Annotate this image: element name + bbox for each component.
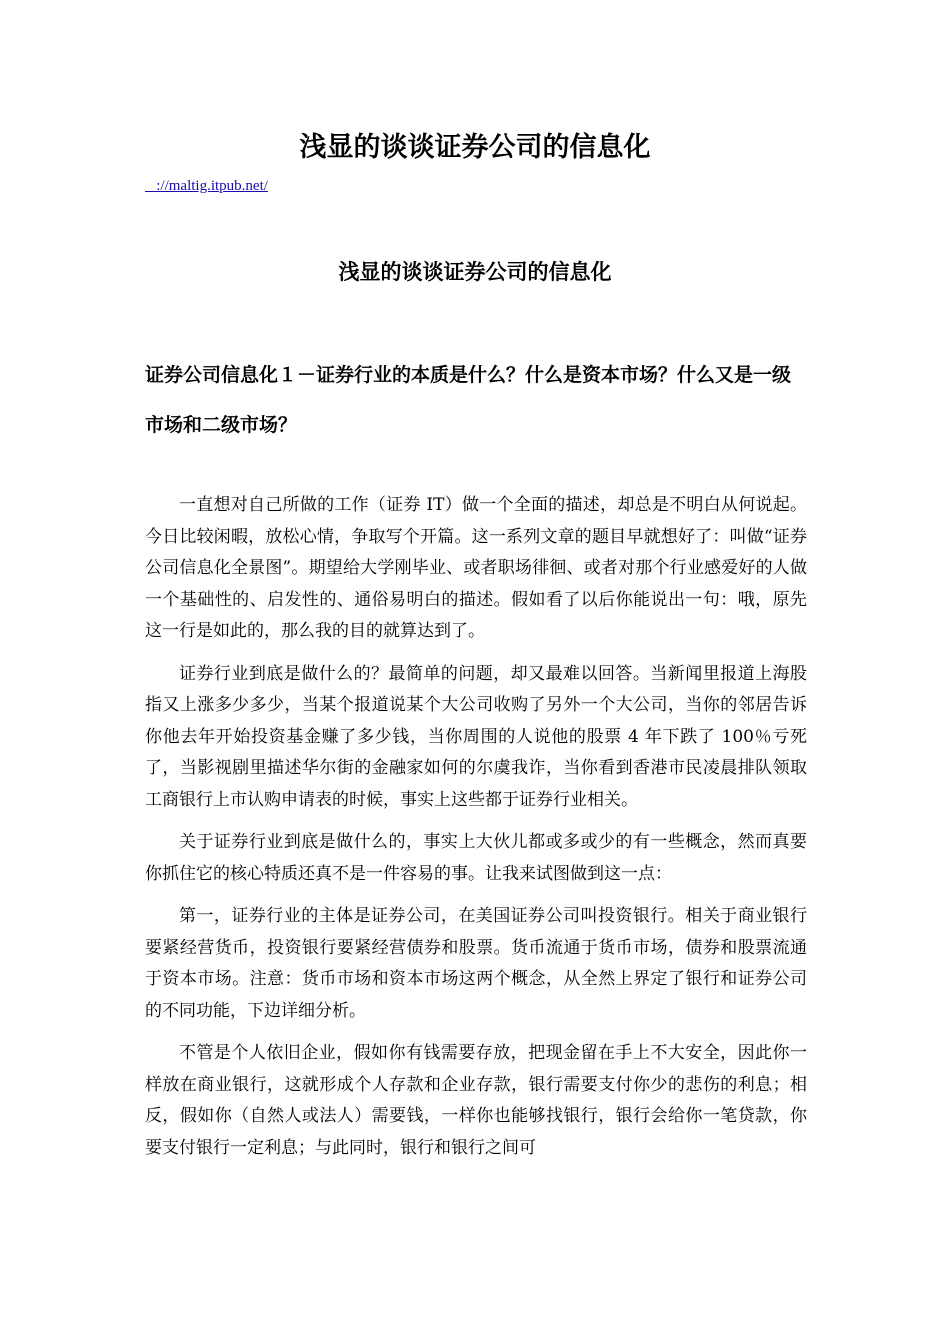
- paragraph: 第一，证券行业的主体是证券公司，在美国证券公司叫投资银行。相关于商业银行要紧经营货币，投资银行要紧经营债券和股票。货币流通于货币市场，债券和股票流通于资本市场。注意：货币市场和资本市场这两个概念，从全然上界定了银行和证券公司的不同功能，下边详细分析。: [145, 906, 807, 1021]
- paragraph: 关于证券行业到底是做什么的，事实上大伙儿都或多或少的有一些概念，然而真要你抓住它的核心特质还真不是一件容易的事。让我来试图做到这一点：: [145, 832, 807, 884]
- paragraph: 不管是个人依旧企业，假如你有钱需要存放，把现金留在手上不大安全，因此你一样放在商业银行，这就形成个人存款和企业存款，银行需要支付你少的悲伤的利息；相反，假如你（自然人或法人）需要钱，一样你也能够找银行，银行会给你一笔贷款，你要支付银行一定利息；与此同时，银行和银行之间可: [145, 1043, 807, 1158]
- body-text: [145, 490, 807, 1175]
- document-title: 浅显的谈谈证券公司的信息化: [299, 132, 651, 163]
- source-link[interactable]: ://maltig.itpub.net/: [145, 178, 268, 194]
- document-subtitle: 浅显的谈谈证券公司的信息化: [338, 260, 612, 284]
- paragraph: 证券行业到底是做什么的？最简单的问题，却又最难以回答。当新闻里报道上海股指又上涨多少多少，当某个报道说某个大公司收购了另外一个大公司，当你的邻居告诉你他去年开始投资基金赚了多少钱，当你周围的人说他的股票 4 年下跌了 100％亏死了，当影视剧里描述华尔街的金融家如何的尔虞我诈，当你看到香港市民凌晨排队领取工商银行上市认购申请表的时候，事实上这些都于证券行业相关。: [145, 663, 807, 810]
- section-heading: 证券公司信息化１－证券行业的本质是什么？什么是资本市场？什么又是一级市场和二级市场？: [145, 364, 792, 436]
- paragraph: 一直想对自己所做的工作（证券 IT）做一个全面的描述，却总是不明白从何说起。今日比较闲暇，放松心情，争取写个开篇。这一系列文章的题目早就想好了：叫做“证券公司信息化全景图”。期望给大学刚毕业、或者职场徘徊、或者对那个行业感爱好的人做一个基础性的、启发性的、通俗易明白的描述。假如看了以后你能说出一句：哦，原先这一行是如此的，那么我的目的就算达到了。: [145, 495, 807, 641]
